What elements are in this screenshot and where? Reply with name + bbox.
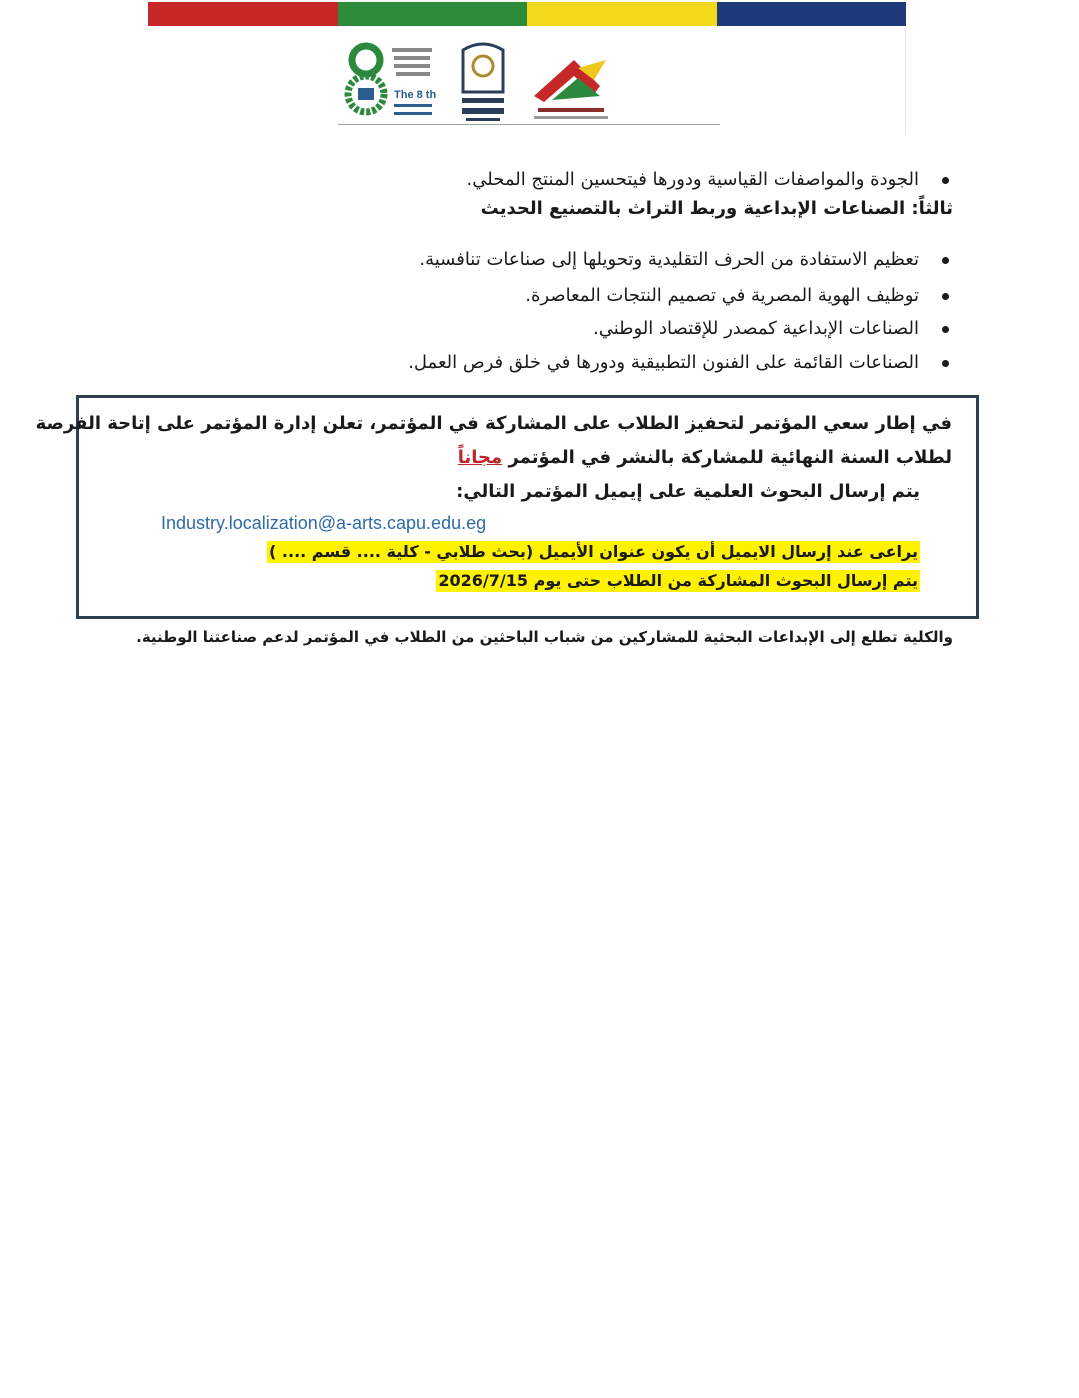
bullet-item: [593, 317, 919, 341]
bullet-dot: [942, 257, 949, 264]
announcement-line-2-text: لطلاب السنة النهائية للمشاركة بالنشر في المؤتمر: [508, 447, 952, 468]
header-band: [148, 2, 906, 134]
bullet-item: [408, 351, 919, 375]
strip-blue: [717, 2, 907, 26]
bullet-item: [467, 168, 919, 192]
capital-university-logo: [462, 44, 504, 121]
free-label: مجاناً: [457, 447, 503, 468]
bullet-text: توظيف الهوية المصرية في تصميم النتجات المعاصرة.: [525, 285, 919, 306]
closing-note: والكلية تطلع إلى الإبداعات البحثية للمشاركين من شباب الباحثين من الطلاب في المؤتمر لدعم صناعتنا الوطنية.: [136, 628, 953, 646]
bullet-dot: [942, 360, 949, 367]
svg-text:The 8 th: The 8 th: [394, 89, 437, 101]
announcement-line-2: [458, 444, 952, 472]
strip-green: [338, 2, 528, 26]
bullet-item: [419, 248, 919, 272]
deadline-note: يتم إرسال البحوث المشاركة من الطلاب حتى يوم 2026/7/15: [438, 571, 918, 590]
color-strip: [148, 2, 906, 26]
section-heading: ثالثاً: الصناعات الإبداعية وربط التراث بالتصنيع الحديث: [480, 198, 953, 219]
bullet-dot: [942, 326, 949, 333]
announcement-line-1: في إطار سعي المؤتمر لتحفيز الطلاب على المشاركة في المؤتمر، تعلن إدارة المؤتمر على إتاحة الفرصة: [35, 413, 952, 434]
conference-email-link[interactable]: Industry.localization@a-arts.capu.edu.eg: [161, 513, 487, 533]
bullet-text: تعظيم الاستفادة من الحرف التقليدية وتحويلها إلى صناعات تنافسية.: [419, 249, 919, 270]
strip-yellow: [527, 2, 717, 26]
logos-row: [338, 38, 718, 128]
bullet-text: الجودة والمواصفات القياسية ودورها فيتحسين المنتج المحلي.: [466, 169, 919, 190]
logo-underline: [338, 124, 720, 125]
bullet-text: الصناعات القائمة على الفنون التطبيقية ودورها في خلق فرص العمل.: [408, 352, 919, 373]
bullet-dot: [942, 177, 949, 184]
bullet-dot: [942, 293, 949, 300]
email-subject-note: يراعى عند إرسال الايميل أن يكون عنوان الأيميل (بحث طلابي - كلية .... قسم .... ): [269, 542, 918, 561]
conference-8-logo: [348, 46, 436, 115]
bullet-text: الصناعات الإبداعية كمصدر للإقتصاد الوطني.: [593, 318, 919, 339]
announcement-line-3: يتم إرسال البحوث العلمية على إيميل المؤتمر التالي:: [456, 481, 920, 502]
announcement-box: [35, 395, 979, 619]
bullet-item: [525, 284, 919, 308]
applied-arts-faculty-logo: [534, 60, 608, 119]
band-edge: [905, 28, 906, 134]
strip-red: [148, 2, 338, 26]
